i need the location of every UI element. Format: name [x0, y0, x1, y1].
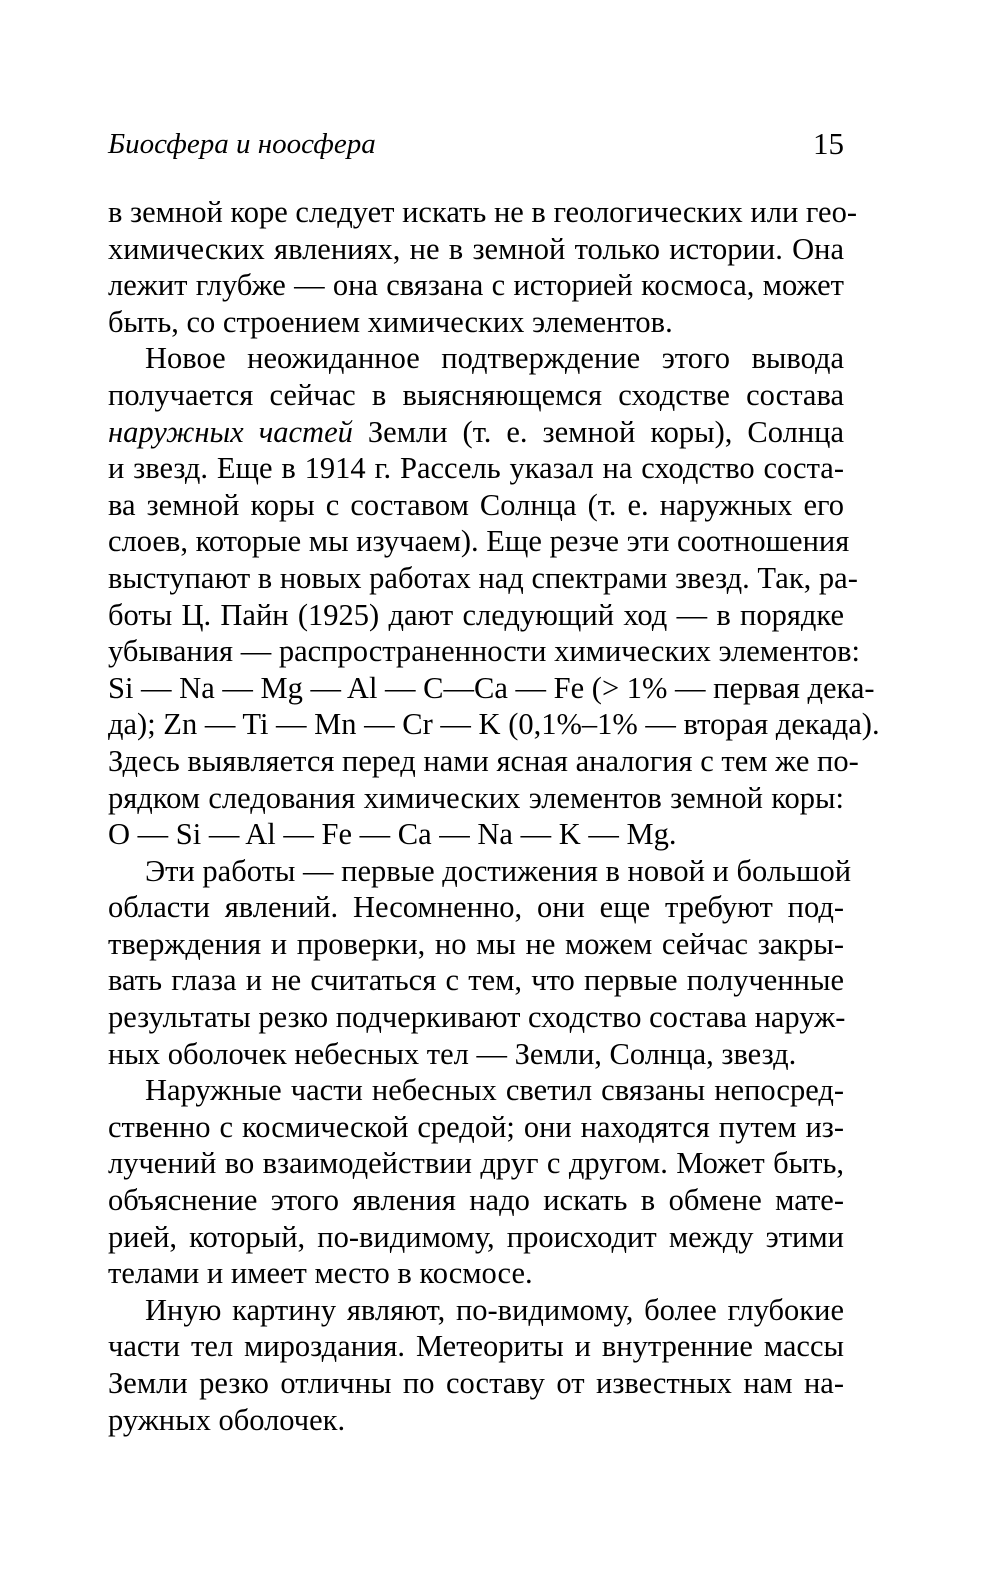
text-line: Новое неожиданное подтверждение этого вывода [145, 341, 844, 376]
text-line: в земной коре следует искать не в геологических или гео- [108, 195, 857, 229]
text-line: Si — Na — Mg — Al — C—Ca — Fe (> 1% — первая дека- [108, 670, 875, 705]
text-line: области явлений. Несомненно, они еще требуют под- [108, 890, 844, 925]
paragraph-4 [108, 1072, 844, 1292]
text-line: выступают в новых работах над спектрами звезд. Так, ра- [108, 560, 858, 595]
text-line: вать глаза и не считаться с тем, что первые полученные [108, 963, 844, 998]
text-line: ва земной коры с составом Солнца (т. е. наружных его [108, 487, 844, 522]
text-line: рией, который, по-видимому, происходит между этими [108, 1219, 844, 1254]
text-line: ственно с космической средой; они находятся путем из- [108, 1109, 844, 1144]
text-line: рядком следования химических элементов земной коры: [108, 780, 844, 815]
text-line: O — Si — Al — Fe — Ca — Na — K — Mg. [108, 817, 677, 852]
paragraph-3 [108, 853, 852, 1073]
page-number: 15 [813, 126, 844, 161]
text-line: результаты резко подчеркивают сходство состава наруж- [108, 1000, 846, 1035]
text-line: Иную картину являют, по-видимому, более глубокие [145, 1292, 844, 1327]
text-line: боты Ц. Пайн (1925) дают следующий ход — в порядке [108, 597, 844, 632]
text-line: телами и имеет место в космосе. [108, 1256, 533, 1291]
text-fragment: Земли (т. е. земной коры), Солнца [352, 414, 844, 449]
text-line: быть, со строением химических элементов. [108, 304, 673, 339]
text-line: Эти работы — первые достижения в новой и большой [145, 853, 852, 888]
text-line: тверждения и проверки, но мы не можем сейчас закры- [108, 926, 844, 961]
text-line: Здесь выявляется перед нами ясная аналогия с тем же по- [108, 743, 859, 778]
text-line: получается сейчас в выясняющемся сходстве состава [108, 377, 844, 412]
text-line: и звезд. Еще в 1914 г. Рассель указал на сходство соста- [108, 451, 844, 486]
text-line: ных оболочек небесных тел — Земли, Солнца, звезд. [108, 1036, 797, 1071]
body-text [108, 194, 880, 1438]
paragraph-5 [108, 1292, 844, 1438]
text-line: слоев, которые мы изучаем). Еще резче эти соотношения [108, 524, 850, 559]
page-header [108, 126, 844, 166]
text-line: убывания — распространенности химических элементов: [108, 634, 860, 669]
paragraph-2 [108, 340, 880, 852]
text-line: ружных оболочек. [108, 1402, 346, 1437]
text-line: Земли резко отличны по составу от известных нам на- [108, 1366, 844, 1400]
text-line: объяснение этого явления надо искать в обмене мате- [108, 1183, 844, 1218]
text-line: лежит глубже — она связана с историей космоса, может [108, 268, 844, 303]
paragraph-1 [108, 194, 857, 340]
italic-phrase: наружных частей [108, 414, 353, 449]
text-line: Наружные части небесных светил связаны непосред- [145, 1073, 844, 1108]
text-line: да); Zn — Ti — Mn — Cr — K (0,1%–1% — вторая декада). [108, 707, 880, 742]
text-line: лучений во взаимодействии друг с другом. Может быть, [108, 1146, 844, 1181]
running-title: Биосфера и ноосфера [108, 128, 376, 160]
text-line: части тел мироздания. Метеориты и внутренние массы [108, 1329, 844, 1364]
text-line: химических явлениях, не в земной только истории. Она [108, 231, 844, 266]
text-line-with-italic [108, 414, 844, 451]
